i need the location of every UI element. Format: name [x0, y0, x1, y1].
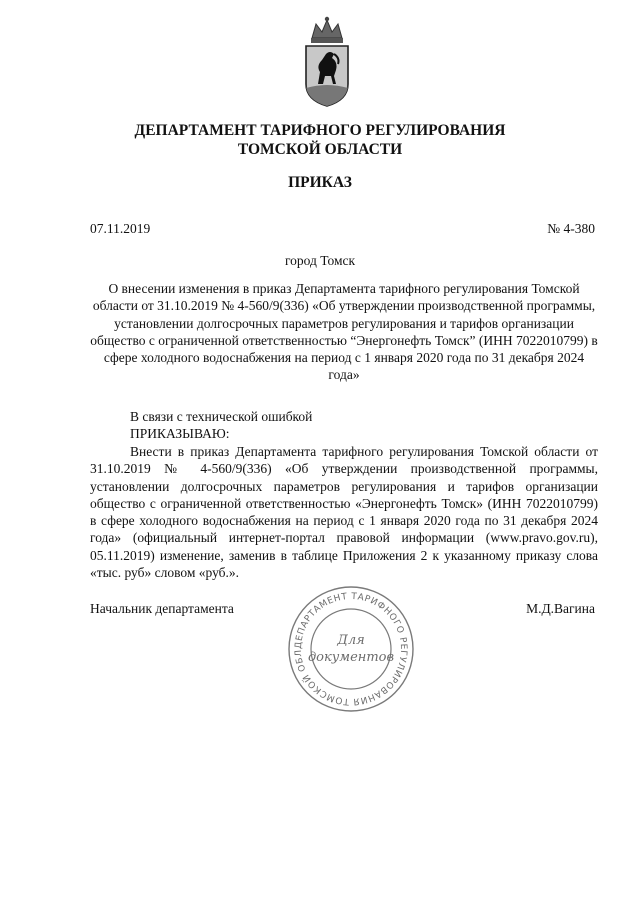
- department-title-line2: ТОМСКОЙ ОБЛАСТИ: [237, 141, 403, 158]
- order-number: № 4-380: [547, 221, 595, 236]
- order-date: 07.11.2019: [90, 221, 151, 236]
- order-word: ПРИКАЗЫВАЮ:: [130, 426, 230, 441]
- document-type-title: ПРИКАЗ: [288, 174, 352, 191]
- department-title-line1: ДЕПАРТАМЕНТ ТАРИФНОГО РЕГУЛИРОВАНИЯ: [134, 122, 506, 139]
- reason-text: В связи с технической ошибкой: [130, 409, 313, 424]
- stamp-center-line1: Для: [337, 633, 365, 648]
- signatory-position: Начальник департамента: [90, 601, 234, 616]
- coat-of-arms-icon: [298, 14, 356, 110]
- order-paragraph: Внести в приказ Департамента тарифного регулирования Томской области от 31.10.2019 № 4-560/9(336) «Об утверждении производственной программы, установлении долгосрочных параметров регулирования и тарифов организации общество с ограниченной ответственностью «Энергонефть Томск» (ИНН 7022010799) в сфере холодного водоснабжения на период с 1 января 2020 года по 31 декабря 2024 года» (официальный интернет-портал правовой информации (www.pravo.gov.ru), 05.11.2019) изменение, заменив в таблице Приложения 2 к указанному приказу слова «тыс. руб» словом «руб.».: [90, 444, 598, 581]
- stamp-ring-text: ДЕПАРТАМЕНТ ТАРИФНОГО РЕГУЛИРОВАНИЯ ТОМСКОЙ ОБЛ: [293, 591, 409, 707]
- city-name: город Томск: [284, 253, 356, 268]
- stamp-center-line2: документов: [307, 650, 395, 665]
- order-subject: О внесении изменения в приказ Департамента тарифного регулирования Томской области от 31.10.2019 № 4-560/9(336) «Об утверждении производственной программы, установлении долгосрочных параметров регулирования и тарифов организации общество с ограниченной ответственностью “Энергонефть Томск” (ИНН 7022010799) в сфере холодного водоснабжения на период с 1 января 2020 года по 31 декабря 2024 года»: [90, 281, 598, 383]
- signatory-name: М.Д.Вагина: [526, 601, 595, 616]
- official-stamp: [286, 584, 416, 714]
